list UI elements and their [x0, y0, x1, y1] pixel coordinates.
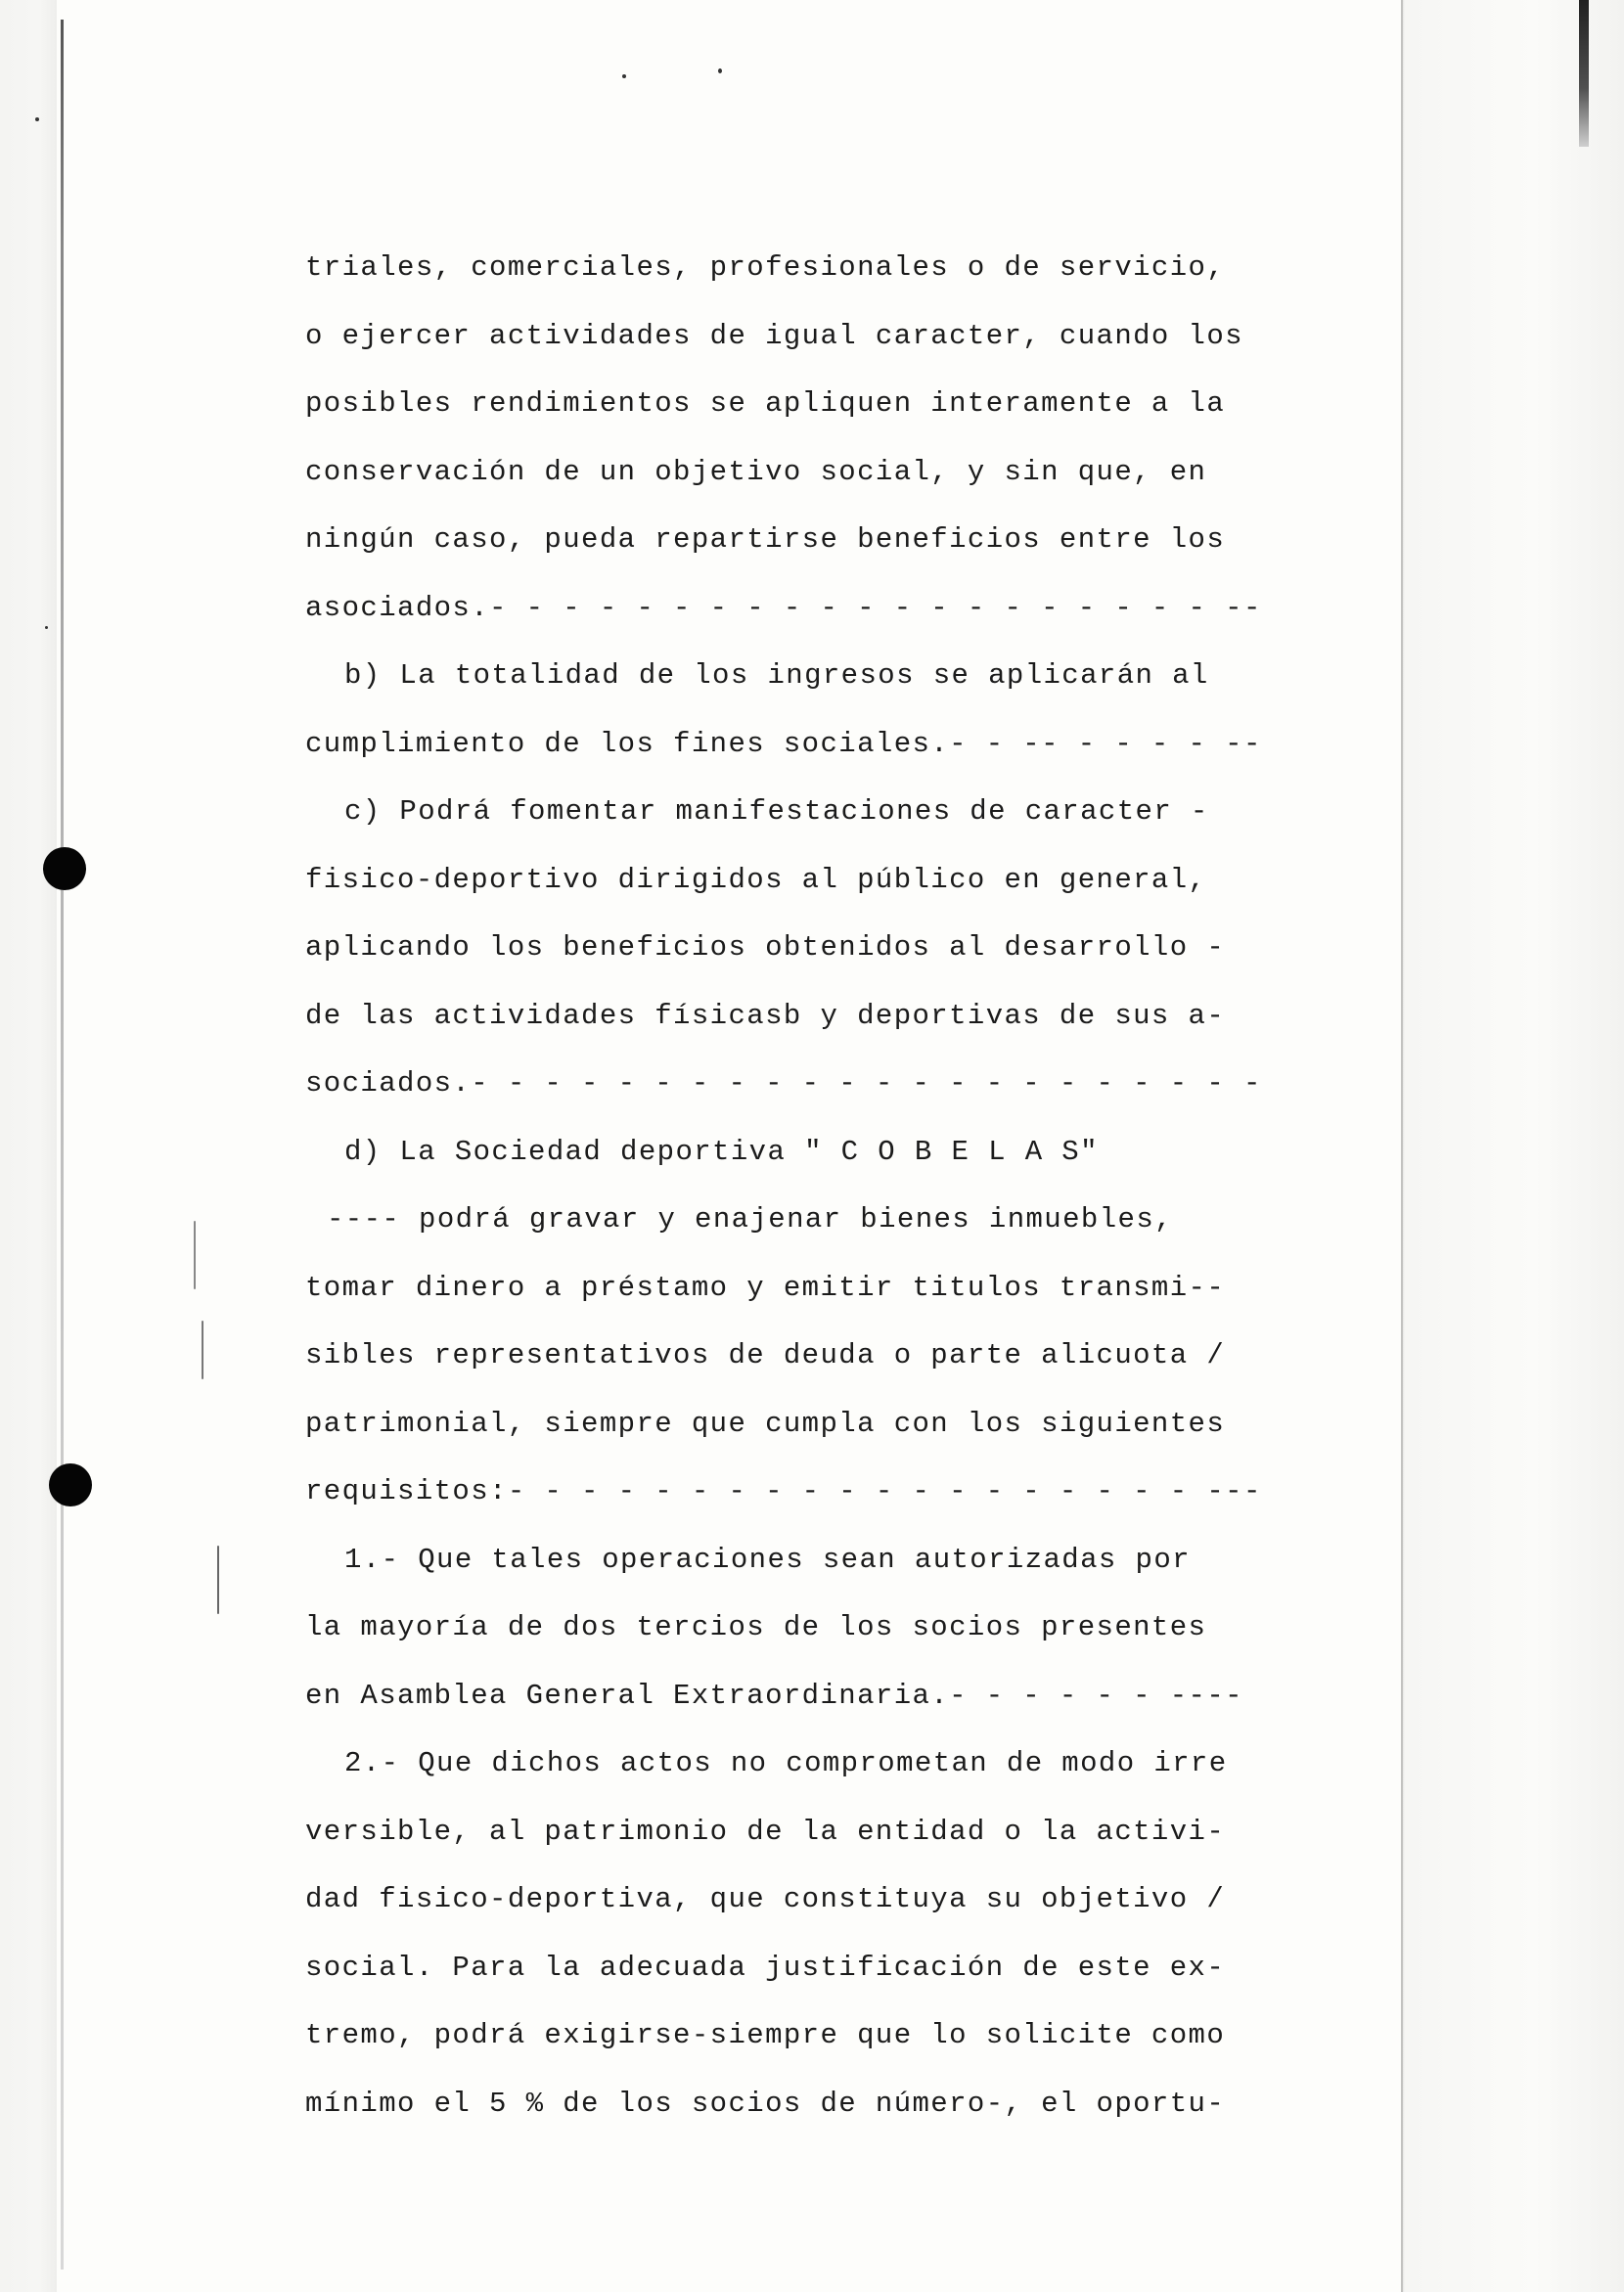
punch-hole — [43, 847, 86, 890]
text-line: mínimo el 5 % de los socios de número-, el oportu- — [305, 2087, 1226, 2120]
left-binding-edge — [61, 20, 64, 2270]
text-line: asociados.- - - - - - - - - - - - - - - - - - - - -- — [305, 591, 1262, 624]
text-line: dad fisico-deportiva, que constituya su objetivo / — [305, 1883, 1226, 1915]
text-line: sibles representativos de deuda o parte alicuota / — [305, 1339, 1226, 1371]
typewritten-text-block — [305, 243, 1342, 2146]
text-line: c) Podrá fomentar manifestaciones de caracter - — [344, 795, 1209, 828]
text-line: la mayoría de dos tercios de los socios presentes — [305, 1611, 1207, 1643]
punch-hole — [49, 1463, 92, 1506]
text-line: 1.- Que tales operaciones sean autorizadas por — [344, 1543, 1191, 1576]
text-line: fisico-deportivo dirigidos al público en general, — [305, 863, 1207, 896]
text-line: triales, comerciales, profesionales o de servicio, — [305, 251, 1226, 284]
text-line: tomar dinero a préstamo y emitir titulos transmi-- — [305, 1271, 1226, 1304]
right-scan-margin — [1401, 0, 1624, 2292]
text-line: 2.- Que dichos actos no comprometan de modo irre — [344, 1747, 1228, 1779]
text-line: cumplimiento de los fines sociales.- - -- - - - - -- — [305, 727, 1262, 760]
text-line: versible, al patrimonio de la entidad o la activi- — [305, 1815, 1226, 1848]
scan-streak — [194, 1221, 196, 1289]
text-line: social. Para la adecuada justificación de este ex- — [305, 1951, 1226, 1984]
text-line: en Asamblea General Extraordinaria.- - - - - - ---- — [305, 1679, 1243, 1712]
scan-streak — [217, 1546, 219, 1614]
scan-speck — [718, 68, 722, 73]
text-line: conservación de un objetivo social, y sin que, en — [305, 455, 1207, 488]
text-line: requisitos:- - - - - - - - - - - - - - - - - - - --- — [305, 1475, 1262, 1507]
scan-speck — [45, 626, 48, 629]
scan-speck — [622, 74, 626, 78]
left-scan-margin — [0, 0, 57, 2292]
text-line: tremo, podrá exigirse-siempre que lo solicite como — [305, 2019, 1226, 2051]
text-line: posibles rendimientos se apliquen interamente a la — [305, 387, 1226, 420]
text-line: b) La totalidad de los ingresos se aplicarán al — [344, 659, 1209, 692]
text-line: de las actividades físicasb y deportivas de sus a- — [305, 999, 1226, 1032]
text-line: o ejercer actividades de igual caracter, cuando los — [305, 319, 1243, 352]
text-line: patrimonial, siempre que cumpla con los siguientes — [305, 1407, 1226, 1440]
right-edge-mark — [1579, 0, 1589, 147]
scan-speck — [35, 117, 39, 121]
text-line: ---- podrá gravar y enajenar bienes inmuebles, — [327, 1203, 1173, 1236]
text-line: aplicando los beneficios obtenidos al desarrollo - — [305, 931, 1226, 964]
text-line: d) La Sociedad deportiva " C O B E L A S" — [344, 1135, 1099, 1168]
text-line: ningún caso, pueda repartirse beneficios entre los — [305, 523, 1226, 556]
text-line: sociados.- - - - - - - - - - - - - - - - - - - - - - — [305, 1067, 1262, 1100]
scan-streak — [202, 1321, 203, 1379]
right-page-edge — [1401, 0, 1403, 2292]
